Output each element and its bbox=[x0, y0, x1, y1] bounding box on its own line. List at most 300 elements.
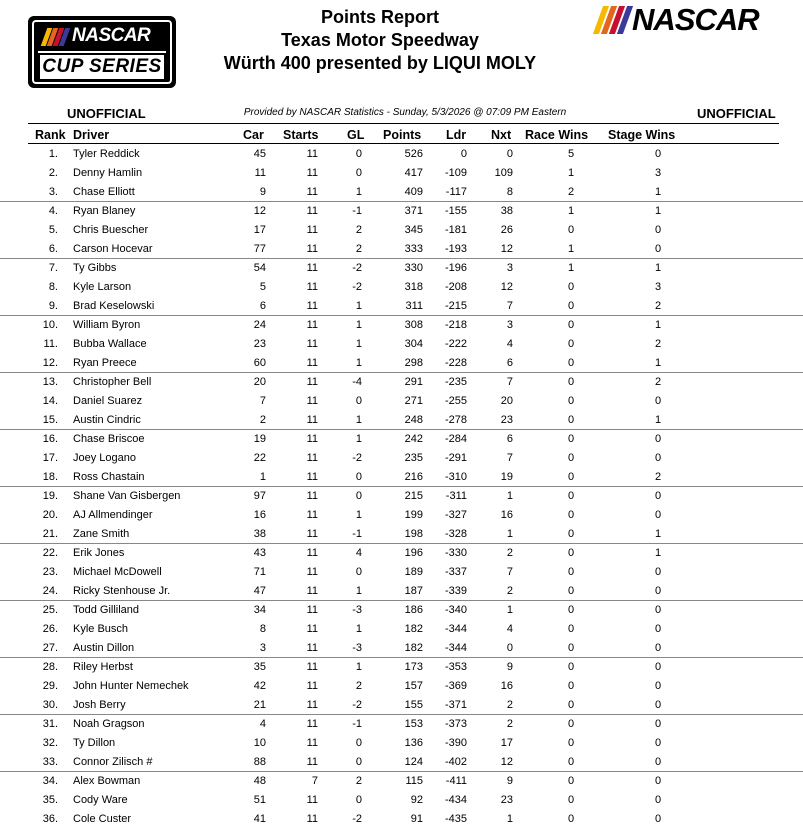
driver-cell: Joey Logano bbox=[73, 452, 136, 464]
stage-wins-cell: 0 bbox=[654, 509, 662, 521]
rank-cell: 10. bbox=[42, 319, 58, 331]
stage-wins-cell: 1 bbox=[654, 262, 662, 274]
stage-wins-cell: 0 bbox=[654, 433, 662, 445]
points-cell: 318 bbox=[404, 281, 423, 293]
ldr-cell: -402 bbox=[444, 756, 467, 768]
stage-wins-cell: 3 bbox=[654, 167, 662, 179]
driver-cell: Todd Gilliland bbox=[73, 604, 140, 616]
ldr-cell: -193 bbox=[444, 243, 467, 255]
driver-cell: Alex Bowman bbox=[73, 775, 141, 787]
rank-cell: 18. bbox=[42, 471, 58, 483]
nxt-cell: 9 bbox=[506, 661, 513, 673]
table-row bbox=[0, 468, 803, 487]
table-row bbox=[0, 202, 803, 221]
table-row bbox=[0, 259, 803, 278]
points-cell: 330 bbox=[404, 262, 423, 274]
race-wins-cell: 0 bbox=[567, 490, 575, 502]
nxt-cell: 2 bbox=[506, 585, 513, 597]
rank-cell: 1. bbox=[48, 148, 58, 160]
car-cell: 16 bbox=[253, 509, 266, 521]
table-row bbox=[0, 316, 803, 335]
ldr-cell: -235 bbox=[444, 376, 467, 388]
rank-cell: 16. bbox=[42, 433, 58, 445]
race-wins-cell: 0 bbox=[567, 319, 575, 331]
race-wins-cell: 1 bbox=[567, 243, 575, 255]
points-cell: 371 bbox=[404, 205, 423, 217]
points-cell: 298 bbox=[404, 357, 423, 369]
col-nxt: Nxt bbox=[491, 128, 512, 142]
nxt-cell: 38 bbox=[500, 205, 513, 217]
driver-cell: Tyler Reddick bbox=[73, 148, 140, 160]
table-row bbox=[0, 563, 803, 582]
points-cell: 199 bbox=[404, 509, 423, 521]
rank-cell: 36. bbox=[42, 813, 58, 825]
ldr-cell: -327 bbox=[444, 509, 467, 521]
header-divider bbox=[28, 123, 779, 124]
table-row bbox=[0, 810, 803, 829]
points-cell: 235 bbox=[404, 452, 423, 464]
col-rank: Rank bbox=[35, 128, 66, 142]
starts-cell: 11 bbox=[306, 433, 318, 445]
race-wins-cell: 2 bbox=[567, 186, 575, 198]
nxt-cell: 2 bbox=[506, 699, 513, 711]
race-wins-cell: 0 bbox=[567, 452, 575, 464]
race-wins-cell: 0 bbox=[567, 224, 575, 236]
nxt-cell: 9 bbox=[506, 775, 513, 787]
table-row bbox=[0, 354, 803, 373]
rank-cell: 15. bbox=[42, 414, 58, 426]
gl-cell: 0 bbox=[355, 490, 362, 502]
race-wins-cell: 0 bbox=[567, 642, 575, 654]
table-row bbox=[0, 449, 803, 468]
driver-cell: Austin Dillon bbox=[73, 642, 135, 654]
ldr-cell: -435 bbox=[444, 813, 467, 825]
rank-cell: 7. bbox=[48, 262, 58, 274]
ldr-cell: -330 bbox=[444, 547, 467, 559]
table-row bbox=[0, 620, 803, 639]
driver-cell: Noah Gragson bbox=[73, 718, 145, 730]
table-row bbox=[0, 506, 803, 525]
race-wins-cell: 1 bbox=[567, 262, 575, 274]
stage-wins-cell: 0 bbox=[654, 243, 662, 255]
stage-wins-cell: 0 bbox=[654, 490, 662, 502]
car-cell: 24 bbox=[253, 319, 266, 331]
nxt-cell: 2 bbox=[506, 547, 513, 559]
table-header-divider bbox=[28, 143, 779, 144]
points-cell: 308 bbox=[404, 319, 423, 331]
points-cell: 187 bbox=[404, 585, 423, 597]
table-row bbox=[0, 392, 803, 411]
table-row bbox=[0, 297, 803, 316]
rank-cell: 31. bbox=[42, 718, 58, 730]
car-cell: 60 bbox=[253, 357, 266, 369]
race-name: Würth 400 presented by LIQUI MOLY bbox=[223, 53, 537, 73]
nxt-cell: 3 bbox=[506, 262, 513, 274]
nxt-cell: 7 bbox=[506, 376, 513, 388]
nxt-cell: 0 bbox=[506, 148, 513, 160]
race-wins-cell: 0 bbox=[567, 680, 575, 692]
race-wins-cell: 1 bbox=[567, 205, 575, 217]
race-wins-cell: 0 bbox=[567, 756, 575, 768]
car-cell: 51 bbox=[253, 794, 266, 806]
col-points: Points bbox=[383, 128, 422, 142]
cup-logo-series: CUP SERIES bbox=[40, 55, 164, 79]
stage-wins-cell: 1 bbox=[654, 547, 662, 559]
cup-logo-word: NASCAR bbox=[72, 25, 151, 46]
rank-cell: 25. bbox=[42, 604, 58, 616]
car-cell: 77 bbox=[253, 243, 266, 255]
table-row bbox=[0, 487, 803, 506]
col-stage-wins: Stage Wins bbox=[608, 128, 676, 142]
stage-wins-cell: 1 bbox=[654, 414, 662, 426]
starts-cell: 11 bbox=[306, 547, 318, 559]
points-cell: 115 bbox=[405, 775, 423, 787]
points-table bbox=[0, 145, 803, 829]
race-wins-cell: 0 bbox=[567, 433, 575, 445]
gl-cell: 0 bbox=[355, 737, 362, 749]
points-cell: 186 bbox=[404, 604, 423, 616]
nascar-logo-stripes bbox=[594, 6, 634, 34]
starts-cell: 11 bbox=[306, 205, 318, 217]
race-wins-cell: 0 bbox=[567, 414, 575, 426]
stage-wins-cell: 0 bbox=[654, 794, 662, 806]
race-wins-cell: 0 bbox=[567, 509, 575, 521]
table-row bbox=[0, 240, 803, 259]
starts-cell: 11 bbox=[306, 585, 318, 597]
col-gl: GL bbox=[347, 128, 365, 142]
stage-wins-cell: 0 bbox=[654, 224, 662, 236]
nxt-cell: 2 bbox=[506, 718, 513, 730]
nxt-cell: 19 bbox=[500, 471, 513, 483]
driver-cell: Daniel Suarez bbox=[73, 395, 143, 407]
gl-cell: 0 bbox=[355, 794, 362, 806]
rank-cell: 3. bbox=[48, 186, 58, 198]
starts-cell: 11 bbox=[306, 281, 318, 293]
starts-cell: 11 bbox=[306, 490, 318, 502]
points-cell: 91 bbox=[410, 813, 423, 825]
starts-cell: 11 bbox=[306, 623, 318, 635]
table-row bbox=[0, 658, 803, 677]
ldr-cell: -328 bbox=[444, 528, 467, 540]
starts-cell: 11 bbox=[306, 661, 318, 673]
report-titles bbox=[180, 6, 580, 75]
nxt-cell: 23 bbox=[500, 414, 513, 426]
starts-cell: 11 bbox=[306, 452, 318, 464]
starts-cell: 11 bbox=[306, 566, 318, 578]
ldr-cell: -117 bbox=[445, 186, 467, 198]
ldr-cell: -411 bbox=[445, 775, 467, 787]
track-name: Texas Motor Speedway bbox=[281, 30, 479, 50]
table-row bbox=[0, 639, 803, 658]
gl-cell: -3 bbox=[352, 642, 362, 654]
gl-cell: -2 bbox=[352, 452, 362, 464]
nxt-cell: 1 bbox=[506, 490, 513, 502]
points-cell: 124 bbox=[404, 756, 423, 768]
rank-cell: 13. bbox=[42, 376, 58, 388]
ldr-cell: -196 bbox=[444, 262, 467, 274]
points-cell: 153 bbox=[404, 718, 423, 730]
car-cell: 1 bbox=[259, 471, 266, 483]
nxt-cell: 20 bbox=[500, 395, 513, 407]
race-wins-cell: 1 bbox=[567, 167, 575, 179]
starts-cell: 11 bbox=[306, 699, 318, 711]
stage-wins-cell: 0 bbox=[654, 661, 662, 673]
stage-wins-cell: 1 bbox=[654, 319, 662, 331]
rank-cell: 12. bbox=[42, 357, 58, 369]
starts-cell: 11 bbox=[306, 357, 318, 369]
points-cell: 92 bbox=[410, 794, 423, 806]
points-cell: 526 bbox=[404, 148, 423, 160]
car-cell: 3 bbox=[259, 642, 266, 654]
stage-wins-cell: 1 bbox=[654, 528, 662, 540]
race-wins-cell: 0 bbox=[567, 281, 575, 293]
driver-cell: Chase Briscoe bbox=[73, 433, 145, 445]
car-cell: 34 bbox=[253, 604, 266, 616]
col-car: Car bbox=[243, 128, 264, 142]
table-row bbox=[0, 183, 803, 202]
nxt-cell: 7 bbox=[506, 566, 513, 578]
points-cell: 291 bbox=[404, 376, 423, 388]
gl-cell: 1 bbox=[355, 319, 362, 331]
car-cell: 54 bbox=[253, 262, 266, 274]
stage-wins-cell: 1 bbox=[654, 205, 662, 217]
car-cell: 2 bbox=[259, 414, 266, 426]
points-cell: 189 bbox=[404, 566, 423, 578]
rank-cell: 27. bbox=[42, 642, 58, 654]
starts-cell: 11 bbox=[306, 224, 318, 236]
starts-cell: 11 bbox=[306, 319, 318, 331]
starts-cell: 7 bbox=[311, 775, 318, 787]
ldr-cell: -434 bbox=[444, 794, 467, 806]
table-row bbox=[0, 221, 803, 240]
gl-cell: -2 bbox=[352, 281, 362, 293]
starts-cell: 11 bbox=[306, 528, 318, 540]
points-cell: 409 bbox=[404, 186, 423, 198]
race-wins-cell: 0 bbox=[567, 528, 575, 540]
car-cell: 47 bbox=[253, 585, 266, 597]
gl-cell: 1 bbox=[355, 338, 362, 350]
ldr-cell: -218 bbox=[444, 319, 467, 331]
stage-wins-cell: 0 bbox=[654, 680, 662, 692]
table-row bbox=[0, 791, 803, 810]
driver-cell: Kyle Busch bbox=[73, 623, 129, 635]
driver-cell: Chris Buescher bbox=[73, 224, 149, 236]
points-cell: 248 bbox=[404, 414, 423, 426]
nxt-cell: 12 bbox=[500, 756, 513, 768]
ldr-cell: -371 bbox=[444, 699, 467, 711]
race-wins-cell: 0 bbox=[567, 623, 575, 635]
starts-cell: 11 bbox=[306, 186, 318, 198]
nxt-cell: 6 bbox=[506, 357, 513, 369]
gl-cell: 0 bbox=[355, 148, 362, 160]
car-cell: 97 bbox=[253, 490, 266, 502]
rank-cell: 21. bbox=[42, 528, 58, 540]
rank-cell: 2. bbox=[48, 167, 58, 179]
gl-cell: -1 bbox=[352, 528, 362, 540]
nascar-logo bbox=[594, 4, 770, 36]
gl-cell: 0 bbox=[355, 167, 362, 179]
stage-wins-cell: 0 bbox=[654, 148, 662, 160]
car-cell: 10 bbox=[253, 737, 266, 749]
nxt-cell: 1 bbox=[506, 813, 513, 825]
table-row bbox=[0, 164, 803, 183]
driver-cell: Riley Herbst bbox=[73, 661, 133, 673]
gl-cell: 0 bbox=[355, 471, 362, 483]
rank-cell: 28. bbox=[42, 661, 58, 673]
nxt-cell: 3 bbox=[506, 319, 513, 331]
nxt-cell: 23 bbox=[500, 794, 513, 806]
rank-cell: 24. bbox=[42, 585, 58, 597]
car-cell: 43 bbox=[253, 547, 266, 559]
race-wins-cell: 0 bbox=[567, 585, 575, 597]
rank-cell: 33. bbox=[42, 756, 58, 768]
table-row bbox=[0, 734, 803, 753]
gl-cell: 1 bbox=[355, 623, 362, 635]
rank-cell: 22. bbox=[42, 547, 58, 559]
gl-cell: -2 bbox=[352, 262, 362, 274]
ldr-cell: -373 bbox=[444, 718, 467, 730]
nascar-logo-word: NASCAR bbox=[632, 2, 759, 37]
table-row bbox=[0, 145, 803, 164]
gl-cell: -4 bbox=[352, 376, 362, 388]
driver-cell: Kyle Larson bbox=[73, 281, 132, 293]
starts-cell: 11 bbox=[306, 737, 318, 749]
rank-cell: 29. bbox=[42, 680, 58, 692]
race-wins-cell: 0 bbox=[567, 471, 575, 483]
rank-cell: 6. bbox=[48, 243, 58, 255]
points-cell: 136 bbox=[404, 737, 423, 749]
gl-cell: 0 bbox=[355, 395, 362, 407]
ldr-cell: -390 bbox=[444, 737, 467, 749]
stage-wins-cell: 1 bbox=[654, 357, 662, 369]
driver-cell: Michael McDowell bbox=[73, 566, 162, 578]
stage-wins-cell: 2 bbox=[654, 338, 662, 350]
car-cell: 45 bbox=[253, 148, 266, 160]
rank-cell: 9. bbox=[48, 300, 58, 312]
stage-wins-cell: 0 bbox=[654, 604, 662, 616]
gl-cell: -1 bbox=[352, 205, 362, 217]
rank-cell: 4. bbox=[48, 205, 58, 217]
gl-cell: 0 bbox=[355, 566, 362, 578]
gl-cell: 1 bbox=[355, 357, 362, 369]
car-cell: 88 bbox=[253, 756, 266, 768]
driver-cell: Ross Chastain bbox=[73, 471, 145, 483]
race-wins-cell: 0 bbox=[567, 547, 575, 559]
ldr-cell: -208 bbox=[444, 281, 467, 293]
ldr-cell: -339 bbox=[444, 585, 467, 597]
ldr-cell: -181 bbox=[444, 224, 467, 236]
table-row bbox=[0, 582, 803, 601]
driver-cell: Ryan Preece bbox=[73, 357, 137, 369]
driver-cell: Cody Ware bbox=[73, 794, 128, 806]
starts-cell: 11 bbox=[306, 471, 318, 483]
driver-cell: Josh Berry bbox=[73, 699, 126, 711]
points-cell: 215 bbox=[404, 490, 423, 502]
rank-cell: 11. bbox=[43, 338, 58, 350]
ldr-cell: -369 bbox=[444, 680, 467, 692]
driver-cell: Cole Custer bbox=[73, 813, 132, 825]
rank-cell: 23. bbox=[42, 566, 58, 578]
nxt-cell: 16 bbox=[500, 680, 513, 692]
stage-wins-cell: 2 bbox=[654, 376, 662, 388]
race-wins-cell: 0 bbox=[567, 718, 575, 730]
stage-wins-cell: 2 bbox=[654, 300, 662, 312]
rank-cell: 8. bbox=[48, 281, 58, 293]
ldr-cell: -291 bbox=[444, 452, 467, 464]
driver-cell: AJ Allmendinger bbox=[73, 509, 153, 521]
nxt-cell: 4 bbox=[506, 338, 513, 350]
nxt-cell: 1 bbox=[506, 604, 513, 616]
car-cell: 41 bbox=[253, 813, 266, 825]
driver-cell: Denny Hamlin bbox=[73, 167, 143, 179]
starts-cell: 11 bbox=[306, 148, 318, 160]
table-row bbox=[0, 601, 803, 620]
gl-cell: 1 bbox=[355, 661, 362, 673]
table-header bbox=[0, 127, 803, 143]
starts-cell: 11 bbox=[306, 756, 318, 768]
race-wins-cell: 5 bbox=[567, 148, 575, 160]
points-cell: 271 bbox=[404, 395, 423, 407]
car-cell: 23 bbox=[253, 338, 266, 350]
gl-cell: 2 bbox=[355, 224, 362, 236]
race-wins-cell: 0 bbox=[567, 300, 575, 312]
stage-wins-cell: 0 bbox=[654, 585, 662, 597]
ldr-cell: -344 bbox=[444, 642, 467, 654]
car-cell: 22 bbox=[253, 452, 266, 464]
gl-cell: 1 bbox=[355, 186, 362, 198]
race-wins-cell: 0 bbox=[567, 395, 575, 407]
ldr-cell: -222 bbox=[444, 338, 467, 350]
points-cell: 304 bbox=[404, 338, 423, 350]
gl-cell: -2 bbox=[352, 699, 362, 711]
ldr-cell: -344 bbox=[444, 623, 467, 635]
driver-cell: Connor Zilisch # bbox=[73, 756, 153, 768]
nxt-cell: 6 bbox=[506, 433, 513, 445]
starts-cell: 11 bbox=[306, 813, 318, 825]
nxt-cell: 17 bbox=[500, 737, 513, 749]
ldr-cell: -284 bbox=[444, 433, 467, 445]
stage-wins-cell: 0 bbox=[654, 452, 662, 464]
driver-cell: Chase Elliott bbox=[73, 186, 135, 198]
starts-cell: 11 bbox=[306, 262, 318, 274]
race-wins-cell: 0 bbox=[567, 794, 575, 806]
starts-cell: 11 bbox=[306, 718, 318, 730]
ldr-cell: -311 bbox=[445, 490, 467, 502]
starts-cell: 11 bbox=[306, 395, 318, 407]
driver-cell: Ryan Blaney bbox=[73, 205, 136, 217]
rank-cell: 32. bbox=[42, 737, 58, 749]
points-cell: 198 bbox=[404, 528, 423, 540]
driver-cell: Zane Smith bbox=[73, 528, 130, 540]
gl-cell: 1 bbox=[355, 433, 362, 445]
points-cell: 311 bbox=[405, 300, 423, 312]
starts-cell: 11 bbox=[306, 243, 318, 255]
gl-cell: 1 bbox=[355, 509, 362, 521]
race-wins-cell: 0 bbox=[567, 775, 575, 787]
car-cell: 35 bbox=[253, 661, 266, 673]
stage-wins-cell: 0 bbox=[654, 699, 662, 711]
starts-cell: 11 bbox=[306, 414, 318, 426]
nxt-cell: 16 bbox=[500, 509, 513, 521]
driver-cell: Erik Jones bbox=[73, 547, 125, 559]
gl-cell: 2 bbox=[355, 680, 362, 692]
car-cell: 12 bbox=[253, 205, 266, 217]
stage-wins-cell: 1 bbox=[654, 186, 662, 198]
ldr-cell: 0 bbox=[460, 148, 467, 160]
car-cell: 9 bbox=[259, 186, 266, 198]
provided-by: Provided by NASCAR Statistics - Sunday, 5/3/2026 @ 07:09 PM Eastern bbox=[243, 107, 567, 118]
driver-cell: Ricky Stenhouse Jr. bbox=[73, 585, 171, 597]
